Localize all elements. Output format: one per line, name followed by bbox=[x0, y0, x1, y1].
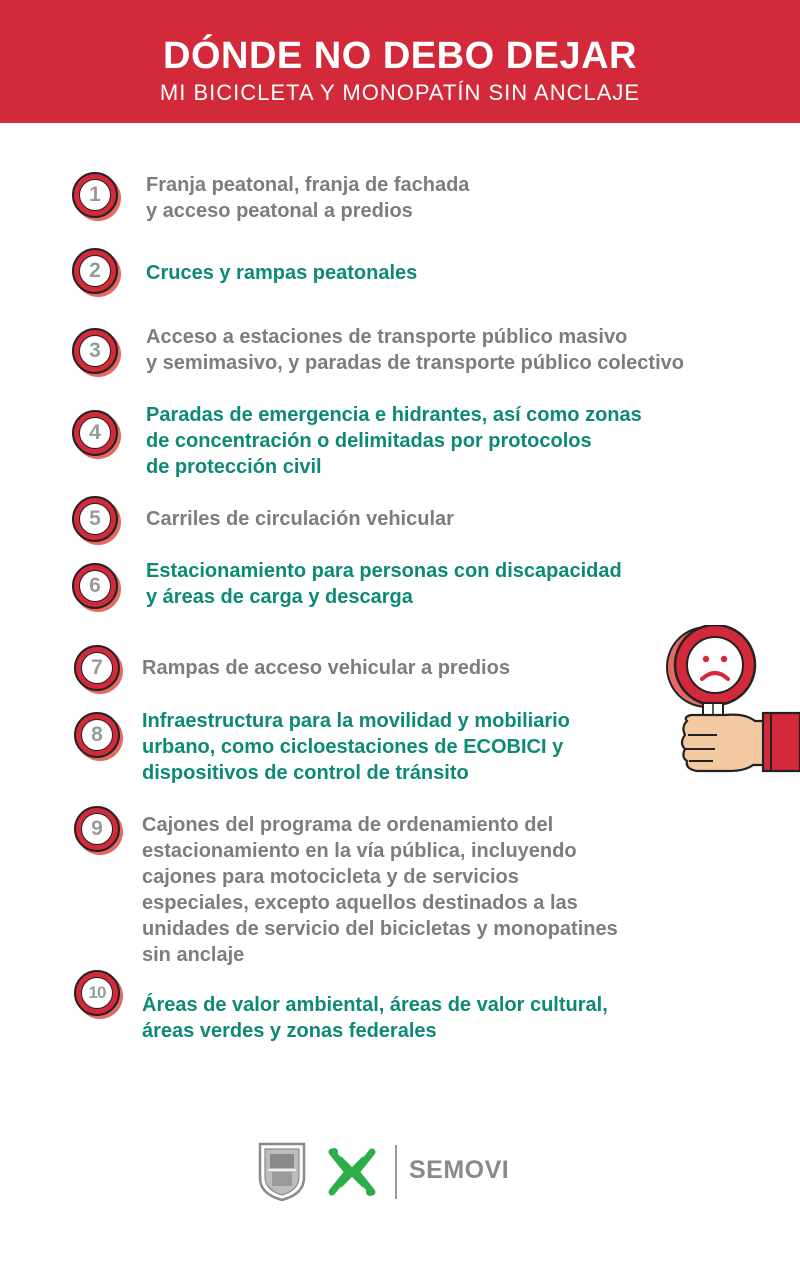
footer-logos bbox=[0, 1140, 800, 1210]
item-text-line: Paradas de emergencia e hidrantes, así como zonas bbox=[146, 404, 642, 426]
item-text-line: Estacionamiento para personas con discapacidad bbox=[146, 560, 622, 582]
item-text bbox=[146, 506, 454, 532]
item-text-line: Áreas de valor ambiental, áreas de valor cultural, bbox=[142, 994, 608, 1016]
item-text bbox=[146, 172, 469, 224]
item-text-line: Cajones del programa de ordenamiento del bbox=[142, 814, 554, 836]
item-number: 3 bbox=[79, 335, 111, 367]
item-number: 1 bbox=[79, 179, 111, 211]
number-badge-icon bbox=[72, 410, 118, 456]
number-badge-icon bbox=[72, 172, 118, 218]
item-number: 6 bbox=[79, 570, 111, 602]
semovi-logo-text: SEMOVI bbox=[409, 1156, 510, 1184]
cdmx-shield-icon bbox=[256, 1140, 308, 1202]
number-badge-icon bbox=[72, 496, 118, 542]
item-number: 7 bbox=[81, 652, 113, 684]
item-text-line: Acceso a estaciones de transporte público masivo bbox=[146, 326, 628, 348]
page-title: DÓNDE NO DEBO DEJAR bbox=[163, 35, 637, 77]
item-text-line: urbano, como cicloestaciones de ECOBICI y bbox=[142, 736, 564, 758]
number-badge-icon bbox=[74, 970, 120, 1016]
item-text bbox=[146, 260, 417, 286]
item-text-line: Carriles de circulación vehicular bbox=[146, 508, 454, 530]
item-text bbox=[146, 402, 642, 480]
item-text-line: Cruces y rampas peatonales bbox=[146, 262, 418, 284]
cdmx-green-logo-icon bbox=[322, 1142, 382, 1202]
item-text bbox=[146, 324, 684, 376]
footer-divider bbox=[395, 1145, 397, 1199]
item-number: 2 bbox=[79, 255, 111, 287]
item-text-line: Franja peatonal, franja de fachada bbox=[146, 174, 470, 196]
number-badge-icon bbox=[72, 248, 118, 294]
item-text bbox=[142, 655, 510, 681]
item-number: 10 bbox=[81, 977, 113, 1009]
number-badge-icon bbox=[74, 806, 120, 852]
item-text-line: de protección civil bbox=[146, 456, 322, 478]
item-text-line: y áreas de carga y descarga bbox=[146, 586, 413, 608]
item-number: 9 bbox=[81, 813, 113, 845]
number-badge-icon bbox=[74, 712, 120, 758]
item-text-line: dispositivos de control de tránsito bbox=[142, 762, 469, 784]
item-text bbox=[142, 708, 570, 786]
item-text-line: cajones para motocicleta y de servicios bbox=[142, 866, 519, 888]
item-text-line: sin anclaje bbox=[142, 944, 245, 966]
item-text-line: y semimasivo, y paradas de transporte público colectivo bbox=[146, 352, 684, 374]
number-badge-icon bbox=[74, 645, 120, 691]
item-text-line: Rampas de acceso vehicular a predios bbox=[142, 657, 510, 679]
item-text bbox=[142, 812, 618, 968]
item-text-line: de concentración o delimitadas por protocolos bbox=[146, 430, 592, 452]
page-subtitle: MI BICICLETA Y MONOPATÍN SIN ANCLAJE bbox=[159, 80, 641, 105]
header-banner bbox=[0, 0, 800, 123]
item-number: 8 bbox=[81, 719, 113, 751]
item-text-line: estacionamiento en la vía pública, incluyendo bbox=[142, 840, 577, 862]
item-number: 5 bbox=[79, 503, 111, 535]
item-number: 4 bbox=[79, 417, 111, 449]
hand-holding-sad-sign-icon bbox=[655, 625, 800, 775]
item-text-line: áreas verdes y zonas federales bbox=[142, 1020, 437, 1042]
item-text-line: Infraestructura para la movilidad y mobiliario bbox=[142, 710, 570, 732]
item-text bbox=[146, 558, 622, 610]
number-badge-icon bbox=[72, 328, 118, 374]
item-text-line: y acceso peatonal a predios bbox=[146, 200, 413, 222]
item-text-line: unidades de servicio del bicicletas y monopatines bbox=[142, 918, 618, 940]
number-badge-icon bbox=[72, 563, 118, 609]
item-text bbox=[142, 992, 608, 1044]
item-text-line: especiales, excepto aquellos destinados a las bbox=[142, 892, 578, 914]
